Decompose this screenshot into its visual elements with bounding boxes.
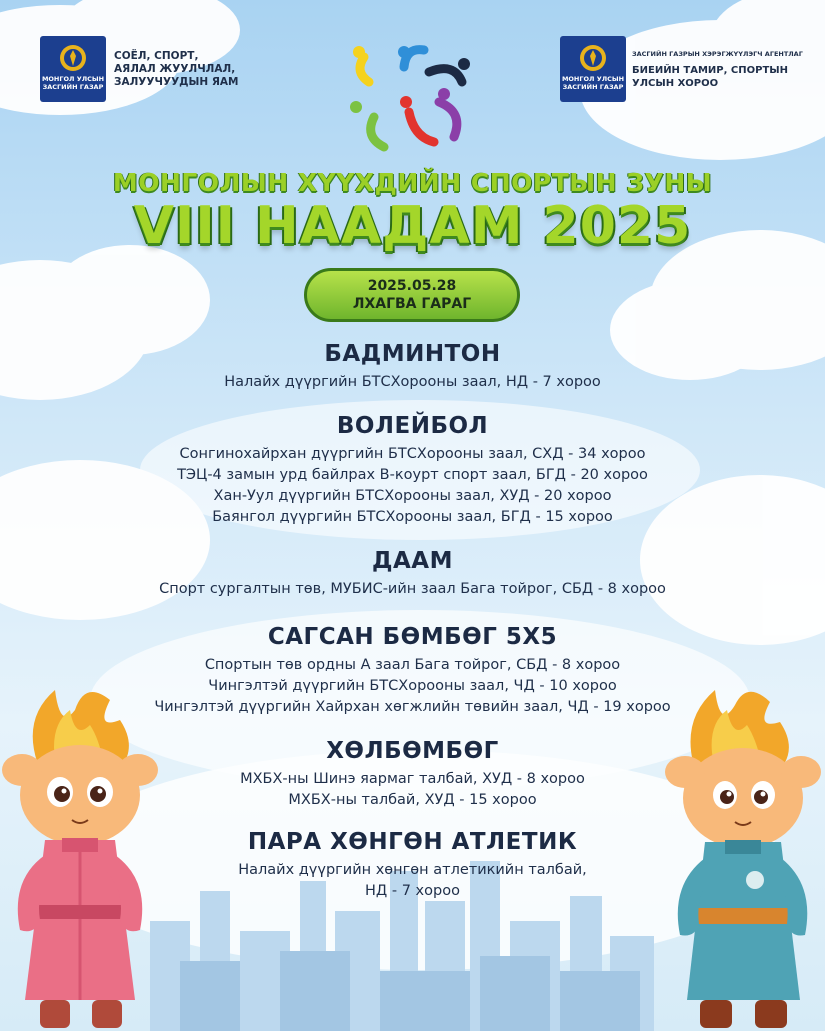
venue-line: Чингэлтэй дүүргийн Хайрхан хөгжлийн төвийн заал, ЧД - 19 хороо (154, 699, 671, 715)
event-title-line1: МОНГОЛЫН ХҮҮХДИЙН СПОРТЫН ЗУНЫ (112, 168, 713, 197)
venue-line: Баянгол дүүргийн БТСХорооны заал, БГД - 15 хороо (212, 509, 613, 525)
ministry-name (114, 50, 239, 89)
venue-line: Спорт сургалтын төв, МУБИС-ийн заал Бага тойрог, СБД - 8 хороо (159, 581, 666, 597)
mongolia-state-emblem-icon (578, 42, 608, 74)
section-checkers (0, 547, 825, 600)
venue-line: Сонгинохайрхан дүүргийн БТСХорооны заал, СХД - 34 хороо (179, 446, 646, 462)
right-emblem-line1: МОНГОЛ УЛСЫН (561, 75, 625, 83)
mongolia-state-emblem-icon (58, 42, 88, 74)
venue-line: МХБХ-ны Шинэ яармаг талбай, ХУД - 8 хороо (240, 771, 585, 787)
right-emblem-line2: ЗАСГИЙН ГАЗАР (562, 82, 624, 91)
ministry-line3: ЗАЛУУЧУУДЫН ЯАМ (114, 75, 239, 88)
venue-line: Хан-Уул дүүргийн БТСХорооны заал, ХУД - 20 хороо (213, 488, 612, 504)
date-badge (304, 268, 520, 322)
right-emblem-badge (560, 36, 626, 102)
section-badminton (0, 340, 825, 393)
event-weekday: ЛХАГВА ГАРАГ (352, 296, 472, 312)
ministry-line2: АЯЛАЛ ЖУУЛЧЛАЛ, (114, 62, 236, 75)
venue-line: Спортын төв ордны А заал Бага тойрог, СБД - 8 хороо (204, 657, 621, 673)
venue-line: МХБХ-ны талбай, ХУД - 15 хороо (288, 792, 537, 808)
agency-line1: БИЕИЙН ТАМИР, СПОРТЫН (632, 65, 788, 76)
agency-subtitle: ЗАСГИЙН ГАЗРЫН ХЭРЭГЖҮҮЛЭГЧ АГЕНТЛАГ (632, 50, 803, 58)
agency-line2: УЛСЫН ХОРОО (632, 78, 719, 89)
venue-line: Налайх дүүргийн БТСХорооны заал, НД - 7 хороо (224, 374, 601, 390)
girl-mascot (0, 680, 170, 1031)
left-emblem-line2: ЗАСГИЙН ГАЗАР (42, 82, 104, 91)
event-title-line2: VIII НААДАМ 2025 (133, 196, 692, 256)
event-date: 2025.05.28 (367, 278, 457, 294)
section-volleyball (0, 412, 825, 528)
section-title: ХӨЛБӨМБӨГ (326, 738, 499, 764)
section-title: САГСАН БӨМБӨГ 5Х5 (267, 624, 558, 650)
ministry-line1: СОЁЛ, СПОРТ, (114, 49, 199, 62)
venue-line: ТЭЦ-4 замын урд байлрах В-коурт спорт заал, БГД - 20 хороо (177, 467, 648, 483)
venue-line: НД - 7 хороо (365, 883, 460, 899)
games-logo-icon (344, 42, 474, 157)
section-title: БАДМИНТОН (324, 341, 501, 367)
agency-header (560, 36, 803, 102)
left-emblem-line1: МОНГОЛ УЛСЫН (41, 75, 105, 83)
section-title: ВОЛЕЙБОЛ (336, 413, 489, 439)
agency-name (632, 48, 803, 90)
section-title: ДААМ (372, 548, 453, 574)
section-title: ПАРА ХӨНГӨН АТЛЕТИК (247, 829, 578, 855)
venue-line: Чингэлтэй дүүргийн БТСХорооны заал, ЧД - 10 хороо (208, 678, 617, 694)
boy-mascot (655, 680, 825, 1031)
left-emblem-badge (40, 36, 106, 102)
venue-line: Налайх дүүргийн хөнгөн атлетикийн талбай, (238, 862, 587, 878)
ministry-header (40, 36, 239, 102)
